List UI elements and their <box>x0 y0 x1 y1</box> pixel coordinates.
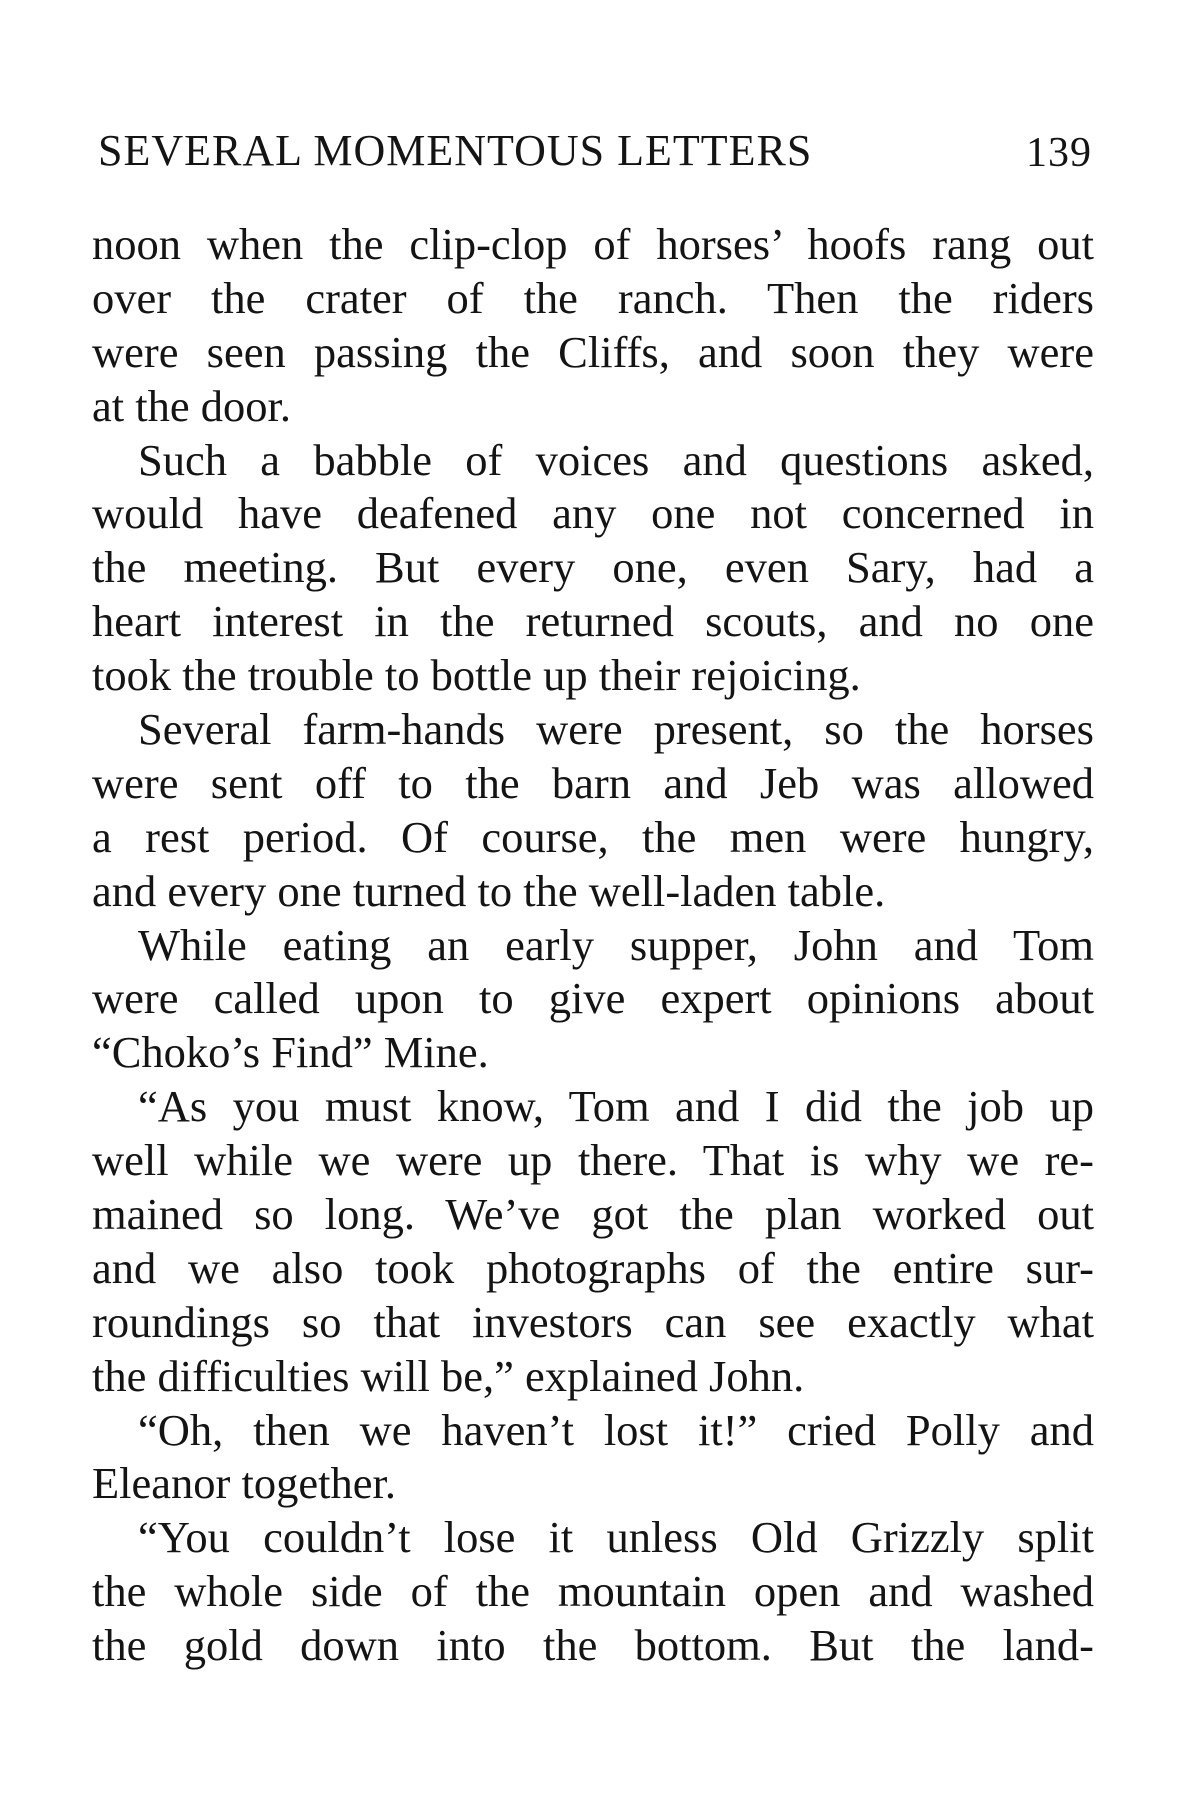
text-line: “Choko’s Find” Mine. <box>92 1027 489 1078</box>
text-line: “Oh, then we haven’t lost it!” cried Polly and <box>138 1404 1094 1455</box>
text-line: Several farm-hands were present, so the horses <box>138 704 1094 755</box>
running-title: SEVERAL MOMENTOUS LETTERS <box>98 126 813 175</box>
text-line: roundings so that investors can see exactly what <box>92 1296 1094 1347</box>
text-line: the difficulties will be,” explained John. <box>92 1350 805 1401</box>
page-number: 139 <box>1026 130 1092 176</box>
text-line: the gold down into the bottom. But the land- <box>92 1620 1094 1671</box>
text-line: were seen passing the Cliffs, and soon they were <box>92 326 1094 377</box>
text-line: noon when the clip-clop of horses’ hoofs rang out <box>92 219 1094 269</box>
text-line: While eating an early supper, John and Tom <box>138 919 1094 970</box>
text-line: the whole side of the mountain open and washed <box>92 1566 1094 1617</box>
text-line: the meeting. But every one, even Sary, had a <box>92 542 1094 593</box>
text-line: heart interest in the returned scouts, and no one <box>92 596 1094 647</box>
text-line: “As you must know, Tom and I did the job up <box>138 1081 1094 1132</box>
text-line: a rest period. Of course, the men were hungry, <box>92 811 1094 862</box>
running-head <box>98 120 1092 182</box>
text-line: mained so long. We’ve got the plan worked out <box>92 1189 1094 1240</box>
body-text <box>92 218 1094 1673</box>
text-line: were sent off to the barn and Jeb was allowed <box>92 757 1094 808</box>
text-line: over the crater of the ranch. Then the riders <box>92 272 1094 323</box>
text-line: and we also took photographs of the entire sur- <box>92 1242 1094 1293</box>
text-line: and every one turned to the well-laden table. <box>92 865 886 916</box>
text-line: Such a babble of voices and questions asked, <box>138 434 1094 485</box>
text-line: were called upon to give expert opinions about <box>92 973 1094 1024</box>
text-line: “You couldn’t lose it unless Old Grizzly split <box>138 1512 1094 1563</box>
text-line: Eleanor together. <box>92 1458 396 1509</box>
text-line: at the door. <box>92 380 291 431</box>
text-line: well while we were up there. That is why we re- <box>92 1135 1094 1186</box>
text-line: would have deafened any one not concerned in <box>92 488 1094 539</box>
text-line: took the trouble to bottle up their rejoicing. <box>92 650 861 701</box>
